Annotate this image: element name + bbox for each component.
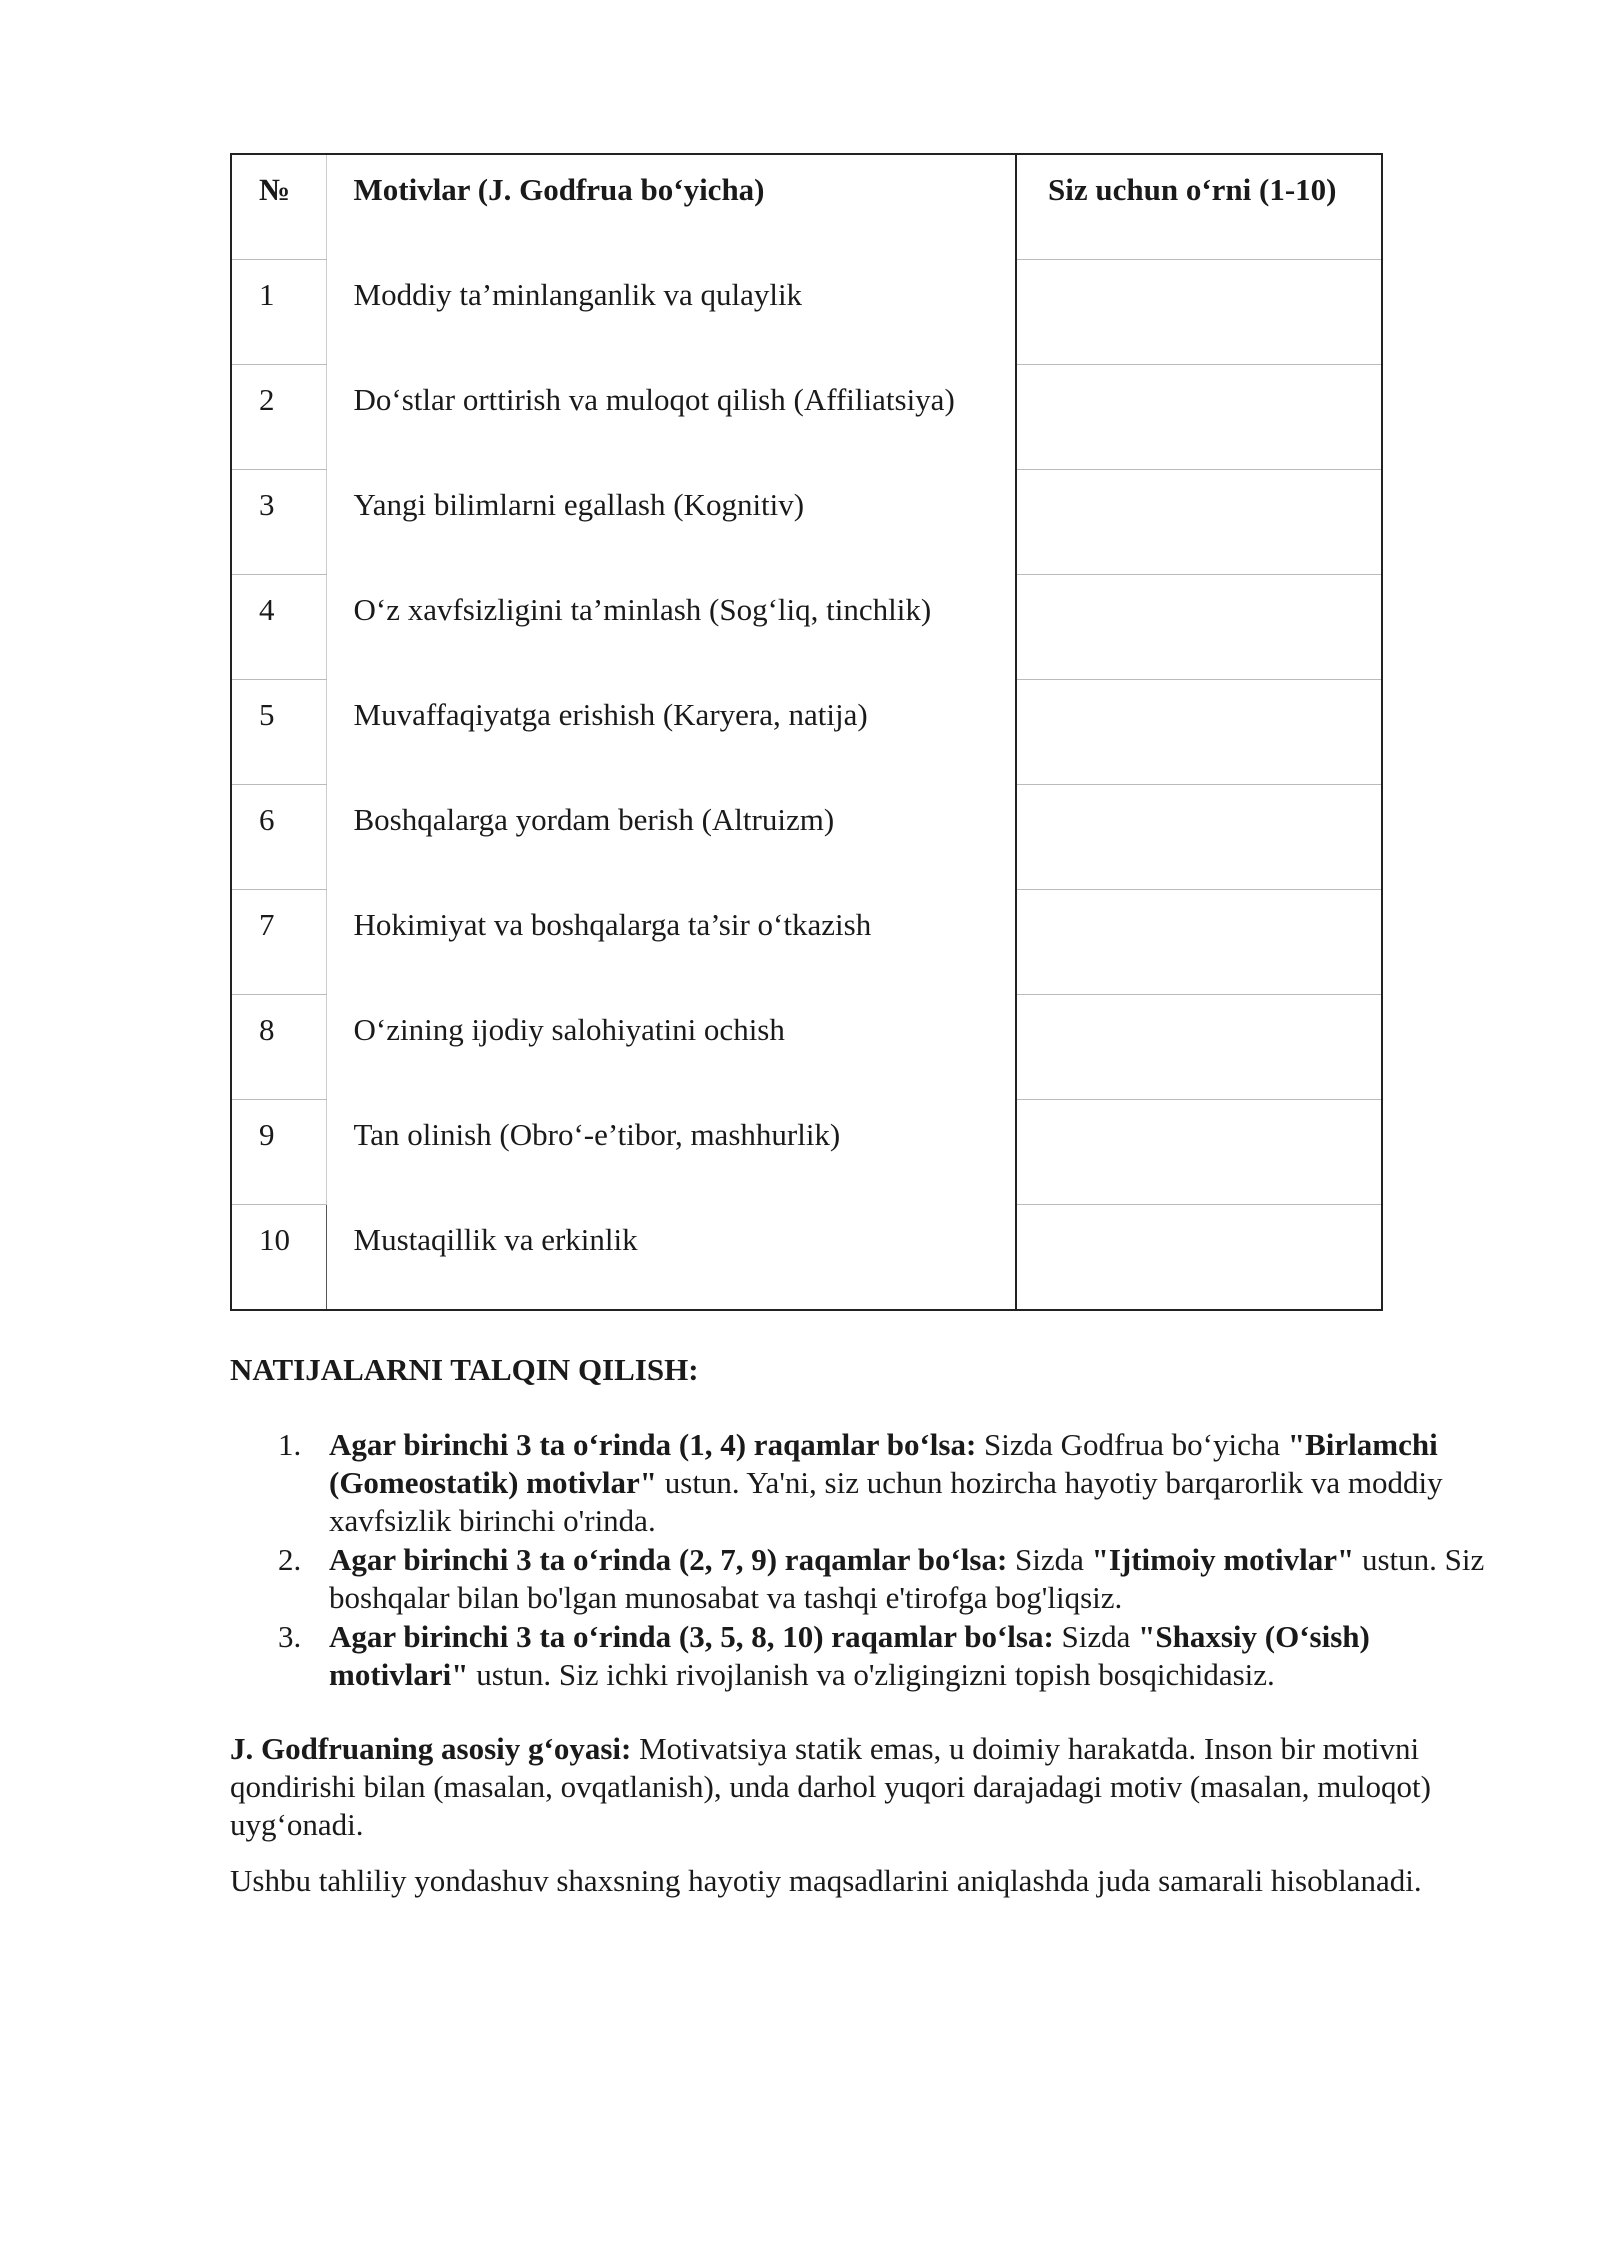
row-number: 1 xyxy=(231,260,326,365)
row-motive: O‘z xavfsizligini ta’minlash (Sog‘liq, tinchlik) xyxy=(326,575,1016,680)
row-motive: Moddiy ta’minlanganlik va qulaylik xyxy=(326,260,1016,365)
header-number: № xyxy=(231,154,326,260)
row-motive: Boshqalarga yordam berish (Altruizm) xyxy=(326,785,1016,890)
row-motive: Tan olinish (Obro‘-e’tibor, mashhurlik) xyxy=(326,1100,1016,1205)
list-item-lead: Agar birinchi 3 ta o‘rinda (1, 4) raqamlar bo‘lsa: xyxy=(329,1427,977,1463)
table-row xyxy=(231,890,1382,995)
row-number: 3 xyxy=(231,470,326,575)
row-number: 6 xyxy=(231,785,326,890)
row-motive: Hokimiyat va boshqalarga ta’sir o‘tkazish xyxy=(326,890,1016,995)
list-item-emphasis: "Shaxsiy (O‘sish) motivlari" xyxy=(329,1619,1370,1693)
list-item-number: 1. xyxy=(278,1427,302,1463)
row-motive: Do‘stlar orttirish va muloqot qilish (Affiliatsiya) xyxy=(326,365,1016,470)
row-motive: O‘zining ijodiy salohiyatini ochish xyxy=(326,995,1016,1100)
row-motive: Mustaqillik va erkinlik xyxy=(326,1205,1016,1311)
row-rank-input[interactable] xyxy=(1016,680,1382,785)
row-rank-input[interactable] xyxy=(1016,995,1382,1100)
list-item-lead: Agar birinchi 3 ta o‘rinda (2, 7, 9) raqamlar bo‘lsa: xyxy=(329,1542,1008,1578)
list-item-text: Sizda Godfrua bo‘yicha xyxy=(976,1427,1288,1463)
row-number: 4 xyxy=(231,575,326,680)
list-item xyxy=(230,1426,1510,1540)
list-item-emphasis: "Birlamchi (Gomeostatik) motivlar" xyxy=(329,1427,1438,1501)
row-number: 9 xyxy=(231,1100,326,1205)
table-row xyxy=(231,470,1382,575)
row-number: 10 xyxy=(231,1205,326,1311)
row-rank-input[interactable] xyxy=(1016,260,1382,365)
row-rank-input[interactable] xyxy=(1016,1100,1382,1205)
list-item-text: Sizda xyxy=(1053,1619,1139,1655)
document-content xyxy=(230,153,1510,1900)
main-idea-text: Motivatsiya statik emas, u doimiy harakatda. Inson bir motivni qondirishi bilan (masalan, ovqatlanish), unda darhol yuqori darajadagi motiv (masalan, muloqot) uyg‘onadi. xyxy=(230,1731,1431,1843)
table-row xyxy=(231,680,1382,785)
list-item-emphasis: "Ijtimoiy motivlar" xyxy=(1091,1542,1355,1578)
table-row xyxy=(231,260,1382,365)
table-row xyxy=(231,1205,1382,1311)
list-item xyxy=(230,1541,1510,1617)
list-item xyxy=(230,1618,1510,1694)
list-item-lead: Agar birinchi 3 ta o‘rinda (3, 5, 8, 10) raqamlar bo‘lsa: xyxy=(329,1619,1054,1655)
table-row xyxy=(231,1100,1382,1205)
motives-table xyxy=(230,153,1383,1311)
table-row xyxy=(231,575,1382,680)
row-rank-input[interactable] xyxy=(1016,785,1382,890)
header-motive: Motivlar (J. Godfrua bo‘yicha) xyxy=(326,154,1016,260)
row-rank-input[interactable] xyxy=(1016,365,1382,470)
row-rank-input[interactable] xyxy=(1016,575,1382,680)
row-number: 5 xyxy=(231,680,326,785)
list-item-text: Sizda xyxy=(1007,1542,1092,1578)
interpretation-list xyxy=(230,1426,1510,1694)
list-item-text: ustun. Siz ichki rivojlanish va o'zligingizni topish bosqichidasiz. xyxy=(468,1657,1275,1693)
header-rank: Siz uchun o‘rni (1-10) xyxy=(1016,154,1382,260)
row-rank-input[interactable] xyxy=(1016,1205,1382,1311)
main-idea-lead: J. Godfruaning asosiy g‘oyasi: xyxy=(230,1731,632,1767)
table-row xyxy=(231,995,1382,1100)
list-item-number: 3. xyxy=(278,1619,302,1655)
table-header-row xyxy=(231,154,1382,260)
row-motive: Yangi bilimlarni egallash (Kognitiv) xyxy=(326,470,1016,575)
table-row xyxy=(231,365,1382,470)
main-idea-paragraph xyxy=(230,1730,1510,1844)
table-row xyxy=(231,785,1382,890)
row-motive: Muvaffaqiyatga erishish (Karyera, natija) xyxy=(326,680,1016,785)
row-number: 7 xyxy=(231,890,326,995)
row-number: 8 xyxy=(231,995,326,1100)
list-item-text: ustun. Siz boshqalar bilan bo'lgan munosabat va tashqi e'tirofga bog'liqsiz. xyxy=(329,1542,1485,1616)
row-rank-input[interactable] xyxy=(1016,890,1382,995)
list-item-text: ustun. Ya'ni, siz uchun hozircha hayotiy barqarorlik va moddiy xavfsizlik birinchi o'rinda. xyxy=(329,1465,1443,1539)
list-item-number: 2. xyxy=(278,1542,302,1578)
row-number: 2 xyxy=(231,365,326,470)
row-rank-input[interactable] xyxy=(1016,470,1382,575)
interpretation-heading: NATIJALARNI TALQIN QILISH: xyxy=(230,1352,699,1387)
conclusion-paragraph: Ushbu tahliliy yondashuv shaxsning hayotiy maqsadlarini aniqlashda juda samarali hisoblanadi. xyxy=(230,1863,1422,1899)
